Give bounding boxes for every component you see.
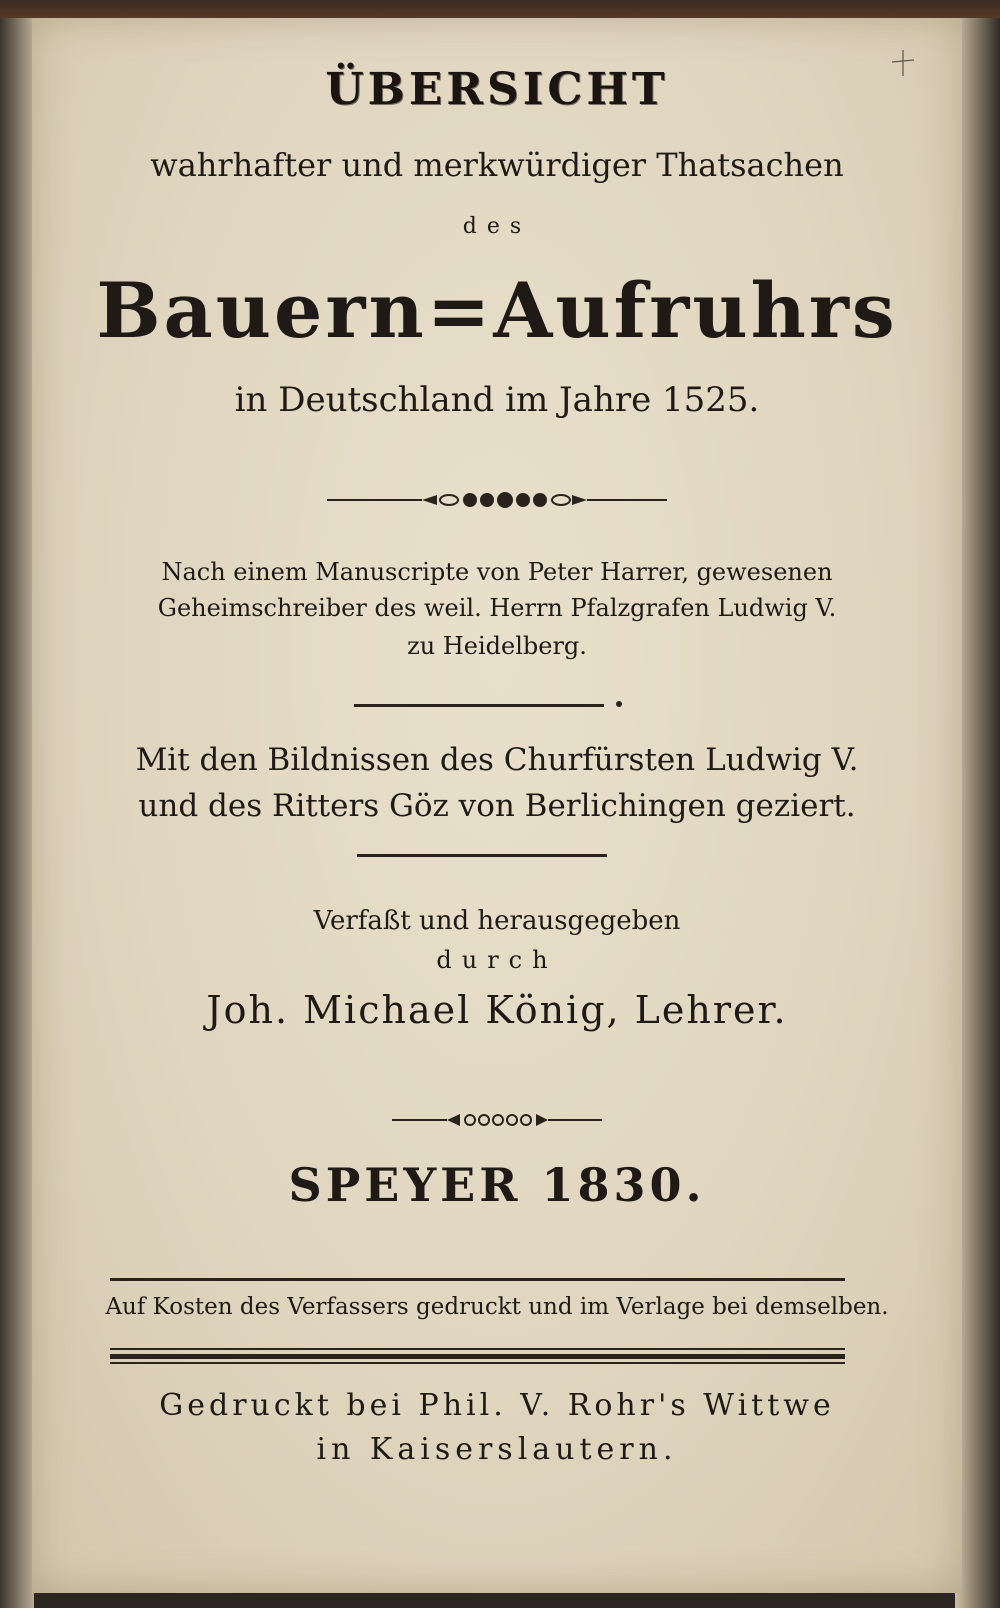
portraits-line-2: und des Ritters Göz von Berlichingen geziert. xyxy=(138,788,856,824)
ornament-2-graphic xyxy=(392,1110,602,1130)
title-page xyxy=(32,18,962,1593)
rule-divider-3 xyxy=(110,1278,845,1281)
printer-line-1: Gedruckt bei Phil. V. Rohr's Wittwe xyxy=(159,1388,835,1423)
author-line-3: Joh. Michael König, Lehrer. xyxy=(206,988,788,1032)
heading: ÜBERSICHT xyxy=(325,64,669,115)
subtitle-line-1: wahrhafter und merkwürdiger Thatsachen xyxy=(150,146,844,184)
ornament-divider-1 xyxy=(32,488,962,512)
ornament-1-graphic xyxy=(327,488,667,512)
book-left-edge xyxy=(0,18,34,1608)
triple-rule-divider xyxy=(110,1348,845,1364)
source-line-3: zu Heidelberg. xyxy=(407,632,587,660)
rule-divider-1 xyxy=(354,704,604,707)
source-line-2: Geheimschreiber des weil. Herrn Pfalzgrafen Ludwig V. xyxy=(157,594,837,622)
rule-divider-2 xyxy=(357,854,607,857)
main-title: Bauern=Aufruhrs xyxy=(96,266,898,355)
ornament-divider-2 xyxy=(32,1110,962,1130)
author-line-1: Verfaßt und herausgegeben xyxy=(313,906,681,936)
subtitle-line-3: in Deutschland im Jahre 1525. xyxy=(234,380,760,420)
source-line-1: Nach einem Manuscripte von Peter Harrer, gewesenen xyxy=(161,558,833,586)
portraits-line-1: Mit den Bildnissen des Churfürsten Ludwig V. xyxy=(135,742,859,778)
rule-dot xyxy=(616,701,622,707)
publication-cost-line: Auf Kosten des Verfassers gedruckt und im Verlage bei demselben. xyxy=(105,1294,889,1320)
printer-line-2: in Kaiserslautern. xyxy=(316,1432,678,1467)
subtitle-line-2: des xyxy=(462,214,532,239)
place-and-year: SPEYER 1830. xyxy=(288,1158,706,1212)
author-line-2: durch xyxy=(436,946,558,974)
